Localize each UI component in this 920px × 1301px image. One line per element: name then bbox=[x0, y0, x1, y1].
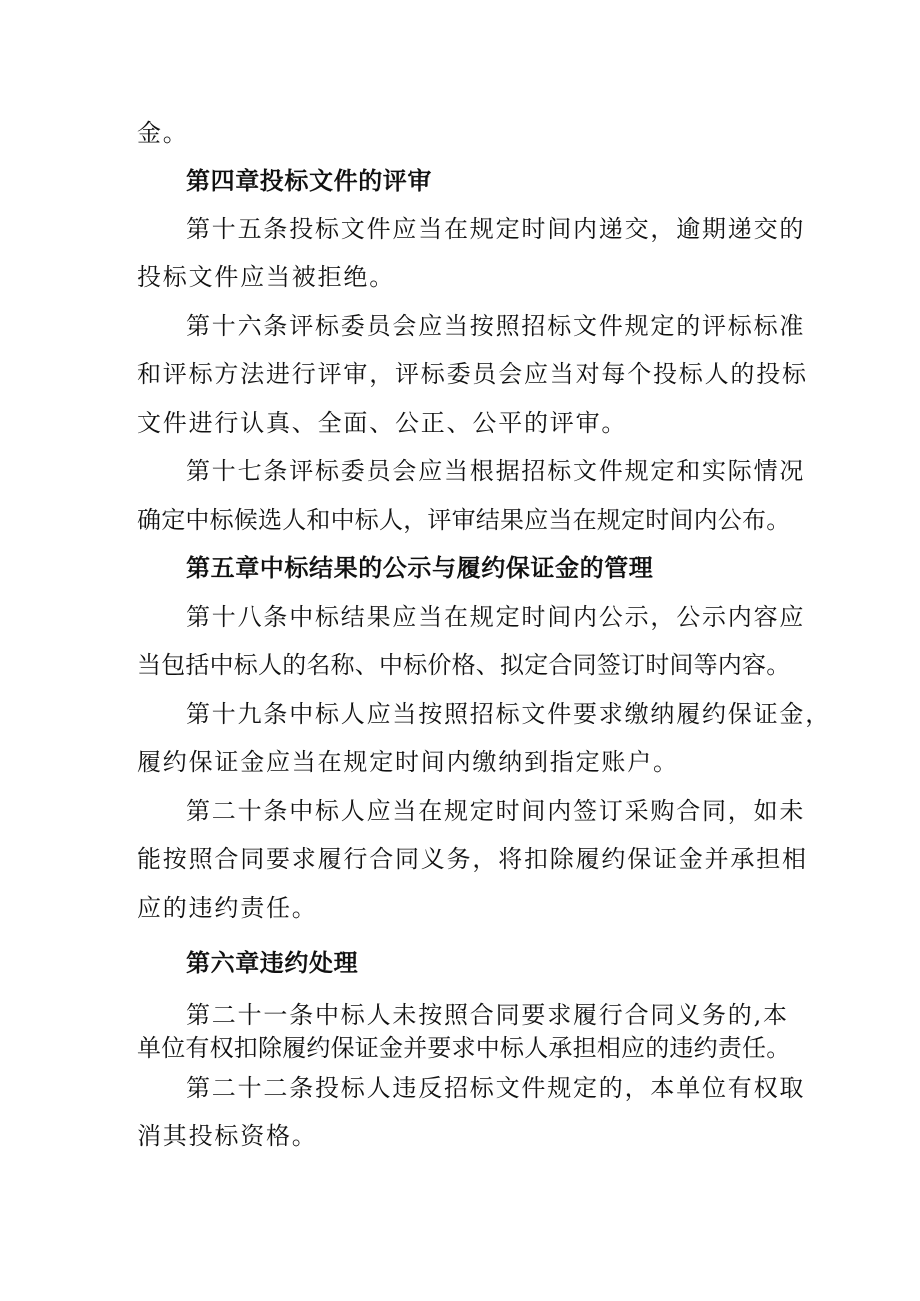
paragraph-line: 和评标方法进行评审，评标委员会应当对每个投标人的投标 bbox=[137, 360, 808, 388]
chapter-heading: 第四章投标文件的评审 bbox=[186, 167, 432, 195]
paragraph-line: 第十七条评标委员会应当根据招标文件规定和实际情况 bbox=[186, 457, 806, 485]
paragraph-line: 能按照合同要求履行合同义务，将扣除履约保证金并承担相 bbox=[137, 845, 808, 873]
paragraph-line: 履约保证金应当在规定时间内缴纳到指定账户。 bbox=[137, 748, 679, 776]
chapter-heading: 第六章违约处理 bbox=[186, 949, 359, 977]
paragraph-line: 应的违约责任。 bbox=[137, 894, 318, 922]
paragraph-line: 金。 bbox=[137, 119, 189, 147]
paragraph-line: 第二十一条中标人未按照合同要求履行合同义务的,本 bbox=[186, 1001, 789, 1029]
paragraph-line: 第十九条中标人应当按照招标文件要求缴纳履约保证金， bbox=[186, 700, 831, 728]
paragraph-line: 消其投标资格。 bbox=[137, 1122, 318, 1150]
paragraph-line: 第二十二条投标人违反招标文件规定的，本单位有权取 bbox=[186, 1074, 806, 1102]
paragraph-line: 单位有权扣除履约保证金并要求中标人承担相应的违约责任。 bbox=[137, 1034, 791, 1062]
paragraph-line: 第二十条中标人应当在规定时间内签订采购合同，如未 bbox=[186, 797, 806, 825]
paragraph-line: 投标文件应当被拒绝。 bbox=[137, 263, 395, 291]
paragraph-line: 第十八条中标结果应当在规定时间内公示，公示内容应 bbox=[186, 603, 806, 631]
paragraph-line: 第十五条投标文件应当在规定时间内递交，逾期递交的 bbox=[186, 215, 806, 243]
paragraph-line: 文件进行认真、全面、公正、公平的评审。 bbox=[137, 409, 628, 437]
chapter-heading: 第五章中标结果的公示与履约保证金的管理 bbox=[186, 554, 654, 582]
paragraph-line: 确定中标候选人和中标人，评审结果应当在规定时间内公布。 bbox=[137, 506, 791, 534]
paragraph-line: 第十六条评标委员会应当按照招标文件规定的评标标准 bbox=[186, 312, 806, 340]
paragraph-line: 当包括中标人的名称、中标价格、拟定合同签订时间等内容。 bbox=[137, 651, 791, 679]
